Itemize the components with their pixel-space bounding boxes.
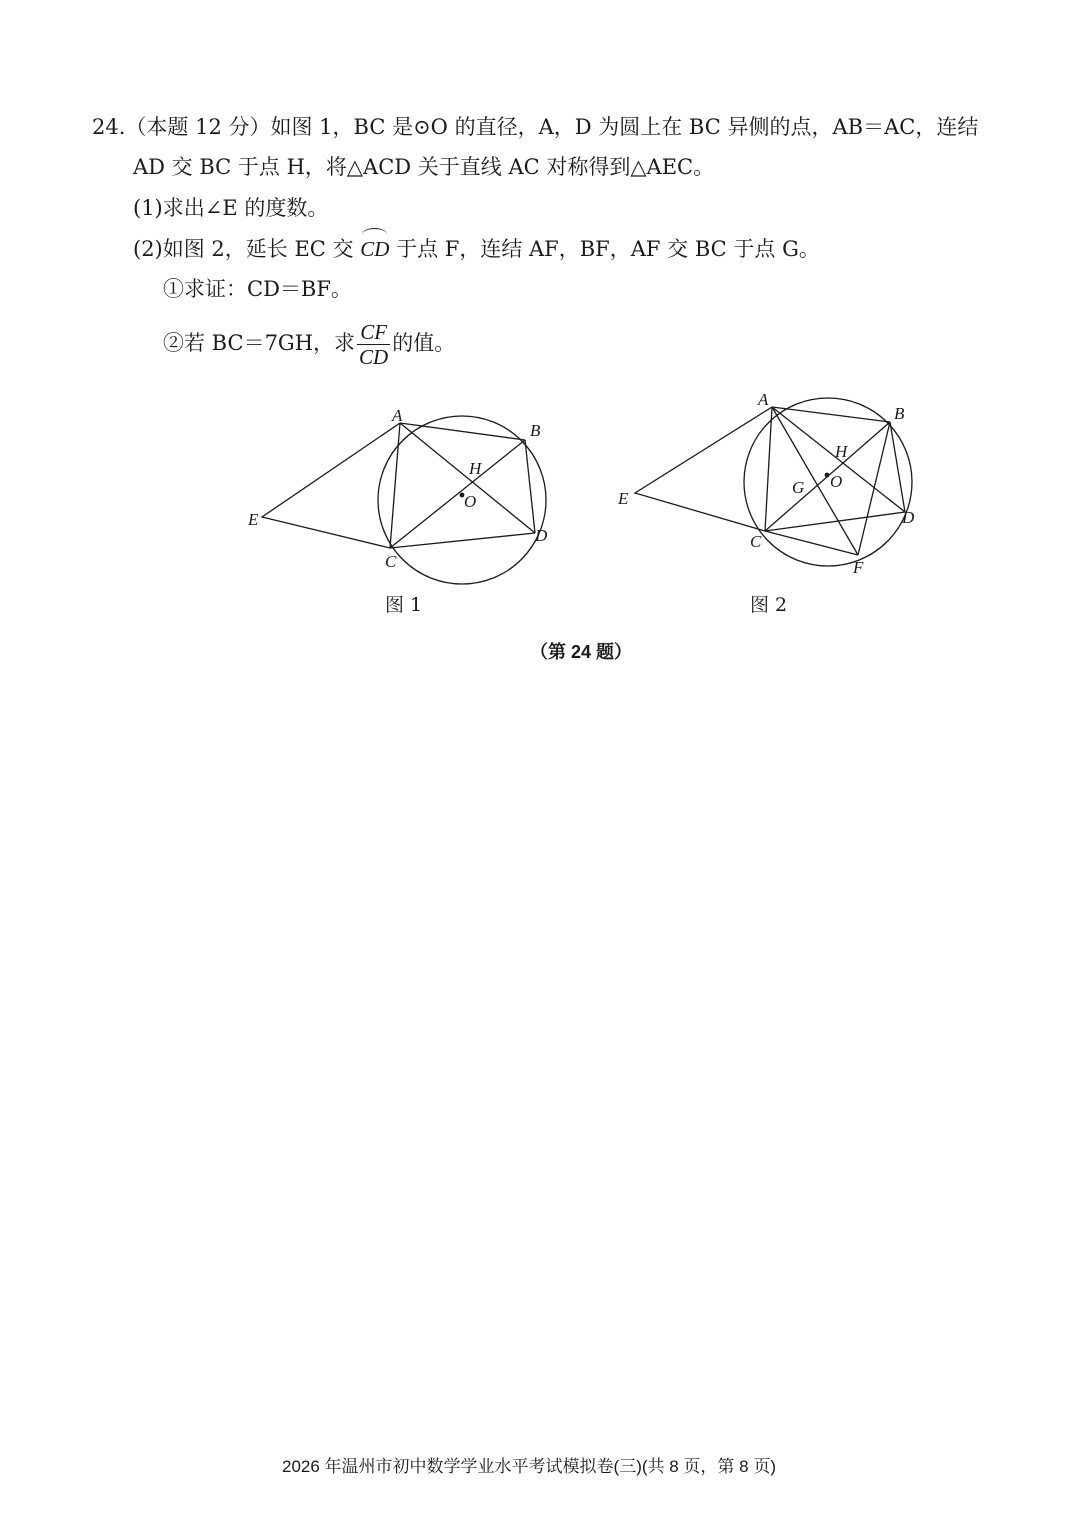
fig1-label-h: H [469, 459, 482, 478]
fig1-segment-ad [400, 423, 535, 533]
problem-number: 24. [92, 115, 126, 139]
figure-2-diagram [610, 385, 930, 585]
sub-question-1-text: ①求证：CD＝BF。 [163, 277, 352, 301]
fraction-numerator: CF [357, 320, 390, 345]
arc-cd: CD [360, 234, 389, 264]
fig2-label-b: B [894, 404, 905, 423]
fig1-segment-bc [390, 440, 525, 548]
fig1-label-c: C [385, 552, 397, 571]
fig2-label-h: H [835, 442, 848, 461]
fig2-label-g: G [792, 478, 805, 497]
sub-question-1 [163, 274, 352, 304]
fig2-point-o [825, 473, 830, 478]
fig2-segment-cf [765, 531, 858, 555]
fig1-segment-bd [525, 440, 535, 533]
fig2-label-a: A [758, 390, 769, 409]
problem-line-1 [92, 112, 978, 142]
fraction-denominator: CD [359, 345, 389, 369]
figure-1-caption: 图 1 [385, 594, 423, 616]
fig2-triangle-aec [635, 407, 772, 531]
figure-2-caption: 图 2 [750, 594, 788, 616]
question-label: （第 24 题） [530, 642, 633, 662]
part-2-text-post: 于点 F，连结 AF，BF，AF 交 BC 于点 G。 [396, 237, 820, 261]
fig1-label-e: E [248, 510, 259, 529]
problem-score: （本题 12 分） [125, 115, 271, 139]
part-2-text-pre: (2)如图 2，延长 EC 交 [133, 237, 354, 261]
sub-question-2-text-post: 的值。 [392, 331, 456, 355]
fig1-circle [378, 416, 546, 584]
fig2-label-d: D [902, 508, 915, 527]
page-footer: 2026 年温州市初中数学学业水平考试模拟卷(三)(共 8 页，第 8 页) [282, 1457, 776, 1476]
ratio-fraction [357, 320, 390, 369]
fig2-segment-bf [858, 422, 890, 555]
fig2-label-f: F [853, 558, 864, 577]
fig1-segment-cd [390, 533, 535, 548]
fig2-segment-ab [772, 407, 890, 422]
fig2-circle [744, 398, 912, 566]
sub-question-2 [163, 320, 455, 369]
problem-line-2 [133, 152, 714, 182]
figure-1-diagram [240, 395, 570, 585]
fig2-label-c: C [750, 532, 762, 551]
fig1-label-b: B [530, 421, 541, 440]
part-1 [133, 193, 328, 223]
sub-question-2-text-pre: ②若 BC＝7GH，求 [163, 331, 356, 355]
fig2-label-e: E [618, 489, 629, 508]
fig2-label-o: O [830, 472, 843, 491]
problem-text-2: AD 交 BC 于点 H，将△ACD 关于直线 AC 对称得到△AEC。 [133, 155, 715, 179]
fig1-label-a: A [392, 406, 403, 425]
fig1-label-o: O [464, 492, 477, 511]
fig2-segment-af [772, 407, 858, 555]
problem-text-1: 如图 1，BC 是⊙O 的直径，A，D 为圆上在 BC 异侧的点，AB＝AC，连结 [270, 115, 979, 139]
part-1-text: (1)求出∠E 的度数。 [133, 196, 329, 220]
part-2 [133, 234, 820, 264]
fig1-label-d: D [535, 526, 548, 545]
